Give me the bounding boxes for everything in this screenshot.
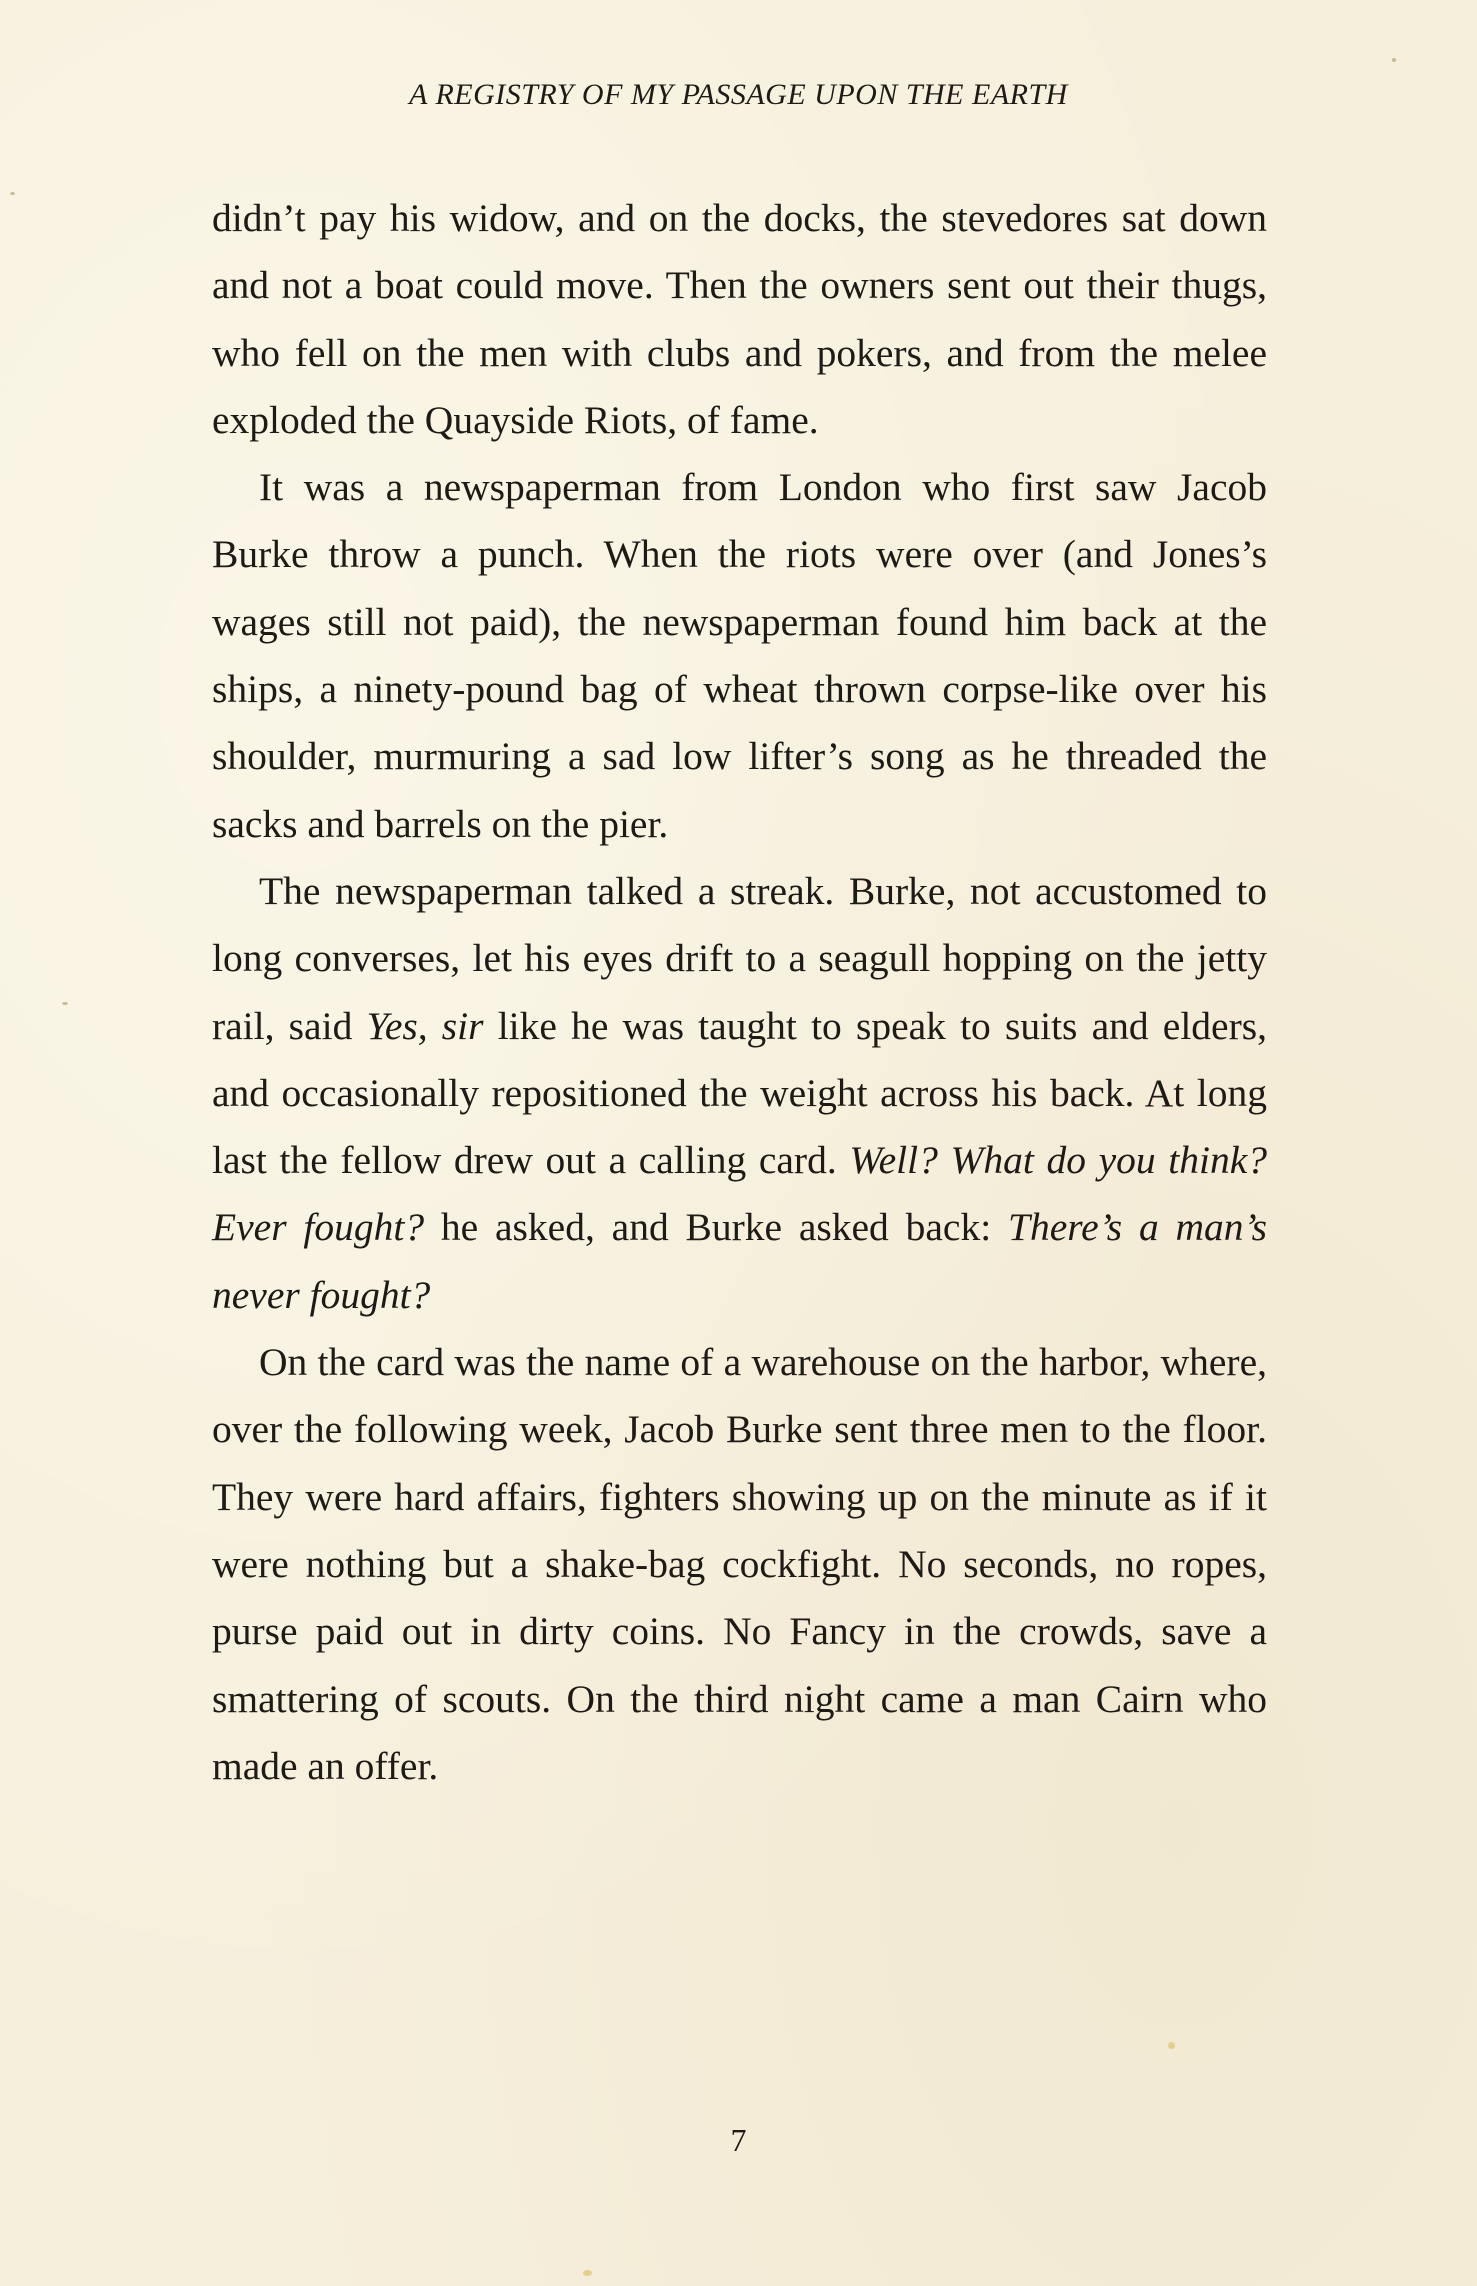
paragraph [212,858,1267,1329]
paragraph-text: like he was taught to speak to suits and elders, and occasionally repositioned the weight across his back. At long last the fellow drew out a calling card. [212,1003,1267,1183]
page-number: 7 [730,2122,747,2158]
body-text [212,185,1267,1800]
paper-speck [1168,2042,1175,2049]
paper-speck [62,1002,68,1005]
paper-speck [583,2270,592,2276]
paragraph-text: he asked, and Burke asked back: [424,1205,1008,1250]
paper-speck [10,192,15,195]
paragraph: didn’t pay his widow, and on the docks, the stevedores sat down and not a boat could move. Then the owners sent out their thugs, who fell on the men with clubs and pokers, and from the melee exploded the Quayside Riots, of fame. [212,196,1267,442]
italic-dialogue: Yes, sir [366,1003,484,1048]
paper-speck [1392,58,1396,62]
paragraph: On the card was the name of a warehouse on the harbor, where, over the following week, Jacob Burke sent three men to the floor. They were hard affairs, fighters showing up on the minute as if it were nothing but a shake-bag cockfight. No seconds, no ropes, purse paid out in dirty coins. No Fancy in the crowds, save a smattering of scouts. On the third night came a man Cairn who made an offer. [212,1340,1267,1788]
italic-dialogue: Well? What do you think? Ever fought? [212,1138,1267,1250]
paragraph: It was a newspaperman from London who first saw Jacob Burke throw a punch. When the riots were over (and Jones’s wages still not paid), the newspaperman found him back at the ships, a ninety-pound bag of wheat thrown corpse-like over his shoulder, murmuring a sad low lifter’s song as he threaded the sacks and barrels on the pier. [212,465,1267,846]
paragraph-text: The newspaperman talked a streak. Burke, not accustomed to long converses, let his eyes drift to a seagull hopping on the jetty rail, said [212,868,1267,1048]
running-head: A REGISTRY OF MY PASSAGE UPON THE EARTH [409,78,1068,111]
italic-dialogue: There’s a man’s never fought? [212,1205,1267,1317]
